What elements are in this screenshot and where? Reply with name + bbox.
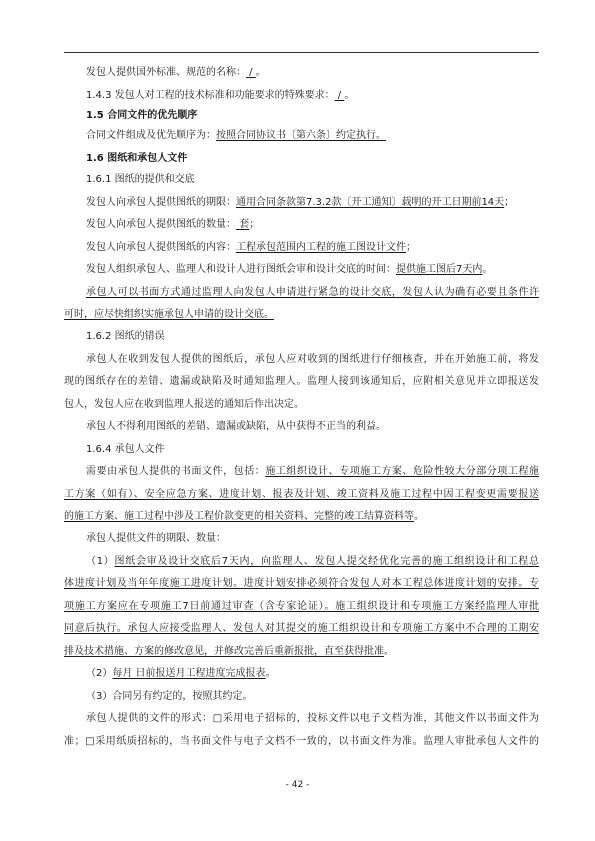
- text-line: 承包人在收到发包人提供的图纸后，承包人应对收到的图纸进行仔细核查，并在开始施工前，将发: [86, 354, 539, 365]
- text-line: 现的图纸存在的差错、遗漏或缺陷及时通知监理人。监理人接到该通知后，应附相关意见并立即报送发: [64, 376, 539, 387]
- text-line: （3）合同另有约定的，按照其约定。: [86, 691, 253, 702]
- subsection-heading: 1.6.2 图纸的错误: [86, 331, 165, 342]
- text-line: 项施工方案应在专项施工7日前通过审查（含专家论证）。施工组织设计和专项施工方案经监理人审批: [64, 601, 539, 612]
- text-line: 的施工方案、施工过程中涉及工程价款变更的相关资料、完整的竣工结算资料等。: [64, 511, 424, 522]
- text-line: 准；□采用纸质招标的，当书面文件与电子文档不一致的，以书面文件为准。监理人审批承包人文件的: [64, 736, 539, 747]
- text-line: （2）每月 日前报送月工程进度完成报表。: [86, 668, 276, 679]
- text-line: 同意后执行。承包人应接受监理人、发包人对其提交的施工组织设计和专项施工方案中不合理的工期安: [64, 623, 539, 634]
- text-line: 包人，发包人应在收到监理人报送的通知后作出决定。: [64, 399, 304, 410]
- header-rule: [64, 52, 539, 53]
- text-line: 工方案（如有）、安全应急方案、进度计划、报表及计划、竣工资料及施工过程中因工程变更需要报送: [64, 489, 539, 500]
- subsection-heading: 1.6.4 承包人文件: [86, 444, 165, 455]
- text-line: 承包人不得利用图纸的差错、遗漏或缺陷，从中获得不正当的利益。: [86, 421, 386, 432]
- text-line: （1）图纸会审及设计交底后7天内，向监理人、发包人提交经优化完善的施工组织设计和工程总: [86, 556, 539, 567]
- text-line: 承包人提供的文件的形式：□采用电子招标的，投标文件以电子文档为准，其他文件以书面文件为: [86, 713, 539, 724]
- text-line: 发包人组织承包人、监理人和设计人进行图纸会审和设计交底的时间：提供施工图后7天内。: [86, 264, 493, 275]
- text-line: 1.4.3 发包人对工程的技术标准和功能要求的特殊要求： / 。: [86, 90, 355, 101]
- text-line: 需要由承包人提供的书面文件，包括：施工组织设计、专项施工方案、危险性较大分部分项工程施: [86, 466, 540, 477]
- text-line: 承包人可以书面方式通过监理人向发包人申请进行紧急的设计交底，发包人认为确有必要且条件许: [86, 287, 539, 298]
- text-line: 体进度计划及当年年度施工进度计划。进度计划安排必须符合发包人对本工程总体进度计划的安排。专: [64, 578, 539, 589]
- text-line: 发包人向承包人提供图纸的期限：通用合同条款第7.3.2款〔开工通知〕载明的开工日期前14天；: [86, 197, 515, 208]
- text-line: 承包人提供文件的期限、数量：: [86, 533, 226, 544]
- text-line: 发包人向承包人提供图纸的数量： 套；: [86, 219, 260, 230]
- section-heading: 1.6 图纸和承包人文件: [86, 153, 188, 164]
- text-line: 排及技术措施、方案的修改意见，并修改完善后重新报批，直至获得批准。: [64, 646, 394, 657]
- text-line: 合同文件组成及优先顺序为：按照合同协议书〔第六条〕约定执行。: [86, 130, 386, 141]
- section-heading: 1.5 合同文件的优先顺序: [86, 110, 198, 121]
- subsection-heading: 1.6.1 图纸的提供和交底: [86, 174, 195, 185]
- text-line: 发包人向承包人提供图纸的内容：工程承包范围内工程的施工图设计文件；: [86, 242, 416, 253]
- text-line: 可时，应尽快组织实施承包人申请的设计交底。: [64, 309, 274, 320]
- text-line: 发包人提供国外标准、规范的名称： / 。: [86, 67, 266, 78]
- page-number: - 42 -: [285, 780, 310, 790]
